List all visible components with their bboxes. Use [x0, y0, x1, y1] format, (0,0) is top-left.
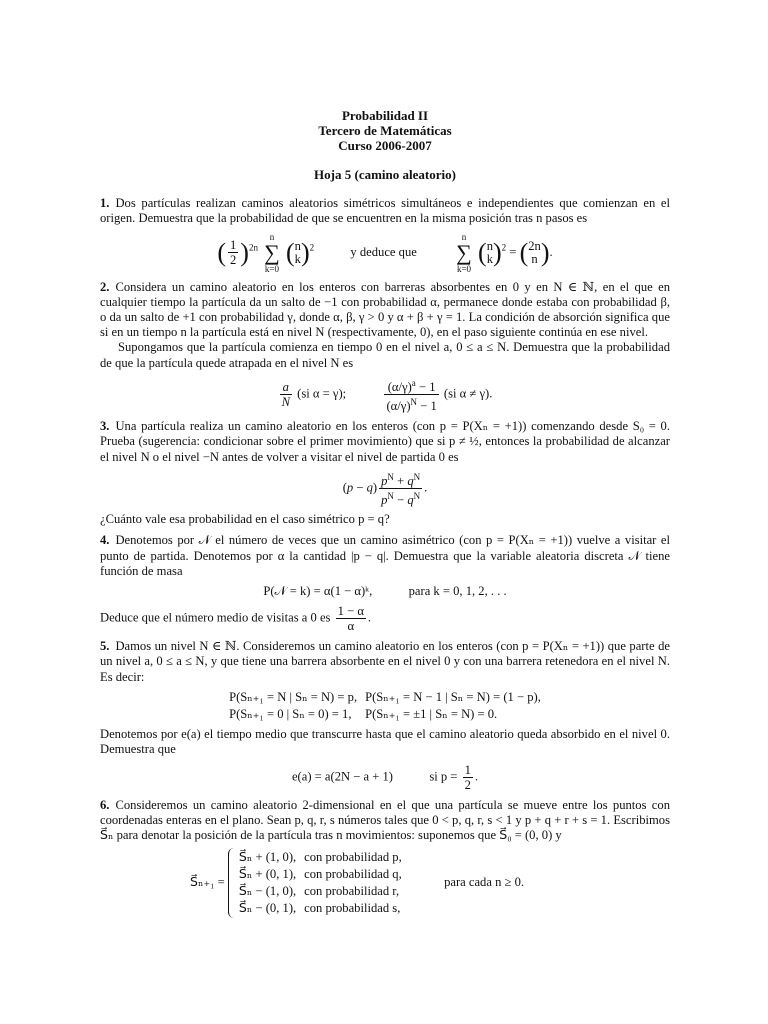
case-value: S⃗ₙ − (1, 0),	[238, 884, 297, 899]
case-row	[239, 867, 408, 882]
equation-condition: para k = 0, 1, 2, . . .	[408, 584, 507, 598]
problem-text: Dos partículas realizan caminos aleatorios simétricos simultáneos e independientes que comienzan en el origen. Demuestra que la probabilidad de que se encuentren en la misma posición tras n pasos es	[100, 196, 670, 226]
course-subtitle: Tercero de Matemáticas	[318, 123, 452, 138]
problem-text: Denotemos por 𝒩 el número de veces que un camino asimétrico (con p = P(Xₙ = +1)) vuelve a visitar el punto de partida. Denotemos por α la cantidad |p − q|. Demuestra que la variable aleatoria discreta 𝒩 tiene función de masa	[100, 533, 670, 578]
problem-number: 1.	[100, 196, 110, 211]
course-title: Probabilidad II	[341, 108, 429, 123]
document-page	[100, 108, 670, 923]
case-row	[239, 884, 408, 899]
sheet-title: Hoja 5 (camino aleatorio)	[314, 167, 456, 182]
problem-5	[100, 639, 670, 791]
equation-condition: para cada n ≥ 0.	[444, 875, 525, 890]
case-row	[239, 901, 408, 916]
problem-2	[100, 280, 670, 414]
case-value: S⃗ₙ − (0, 1),	[238, 901, 297, 916]
problem-text-continued: Supongamos que la partícula comienza en tiempo 0 en el nivel a, 0 ≤ a ≤ N. Demuestra que la probabilidad de que la partícula quede atrapada en el nivel N es	[100, 340, 670, 370]
problem-1	[100, 196, 670, 273]
mass-function: P(𝒩 = k) = α(1 − α)ᵏ,	[263, 584, 373, 598]
table-cell: P(Sₙ₊₁ = N | Sₙ = N) = p,	[229, 689, 358, 704]
equation	[100, 584, 670, 599]
case-value: S⃗ₙ + (0, 1),	[238, 867, 297, 882]
problem-number: 5.	[100, 639, 110, 654]
case-prob: con probabilidad r,	[304, 884, 400, 899]
table-cell: P(Sₙ₊₁ = N − 1 | Sₙ = N) = (1 − p),	[365, 689, 541, 704]
problem-text: Damos un nivel N ∈ ℕ. Consideremos un camino aleatorio en los enteros (con p = P(Xₙ = +1)) que parte de un nivel a, 0 ≤ a ≤ N, y que tiene una barrera absorbente en el nivel 0 y con una barrera retenedora en el nivel N. Es decir:	[100, 639, 670, 684]
equation: $\frac{a}{N}$ (si α = γ); $\frac{(\alpha/\gamma)^a - 1}{(\alpha/\gamma)^N - 1}$ (si α ≠ γ).	[281, 377, 493, 414]
table-cell: P(Sₙ₊₁ = ±1 | Sₙ = N) = 0.	[365, 707, 498, 722]
equation: ( $\frac{1}{2}$ )$^{2n}$ n ∑ k=0 ( n k )$^2$ y deduce que n ∑ k=0 ( n k )$^2$ = ( 2n n ).	[217, 231, 553, 274]
expected-time: e(a) = a(2N − a + 1)	[291, 769, 393, 784]
equation-lhs: S⃗ₙ₊₁ =	[190, 875, 225, 890]
problem-number: 3.	[100, 419, 110, 434]
problem-number: 6.	[100, 797, 110, 812]
equation: e(a) = a(2N − a + 1) si p = $\frac{1}{2}$ .	[291, 762, 479, 792]
table-cell: P(Sₙ₊₁ = 0 | Sₙ = 0) = 1,	[229, 707, 352, 722]
deduce-text: Deduce que el número medio de visitas a 0 es	[100, 610, 331, 625]
problem-number: 4.	[100, 533, 110, 548]
problem-number: 2.	[100, 279, 110, 294]
equation	[190, 848, 670, 918]
case-label: (si α ≠ γ).	[443, 386, 493, 401]
case-prob: con probabilidad q,	[304, 867, 402, 882]
problem-text: Considera un camino aleatorio en los enteros con barreras absorbentes en 0 y en N ∈ ℕ, en el que en cualquier tiempo la partícula da un salto de −1 con probabilidad α, permanece donde estaba con probabilidad β, o da un salto de +1 con probabilidad γ, donde α, β, γ > 0 y α + β + γ = 1. La condición de absorción significa que si en un tiempo n la partícula está en nivel N (respectivamente, 0), en el paso siguiente continúa en ese nivel.	[100, 279, 670, 340]
problem-text-continued: Denotemos por e(a) el tiempo medio que transcurre hasta que el camino aleatorio queda absorbido en el nivel 0. Demuestra que	[100, 727, 670, 757]
equation: (p − q) $\frac{p^N + q^N}{p^N - q^N}$ .	[342, 471, 428, 508]
cases-brace	[228, 848, 410, 918]
case-value: S⃗ₙ + (1, 0),	[238, 850, 297, 865]
table-row	[225, 706, 545, 723]
problem-question: ¿Cuánto vale esa probabilidad en el caso simétrico p = q?	[100, 512, 390, 527]
problem-6	[100, 798, 670, 919]
equation-connector: y deduce que	[350, 244, 417, 259]
table-row	[225, 689, 545, 706]
problem-text: Consideremos un camino aleatorio 2-dimensional en el que una partícula se mueve entre los puntos con coordenadas enteras en el plano. Sean p, q, r, s números tales que 0 < p, q, r, s < 1 y p + q + r + s = 1. Escribimos S⃗ₙ para denotar la posición de la partícula tras n movimientos: suponemos que S⃗₀ = (0, 0) y	[100, 797, 670, 843]
transition-table	[225, 689, 545, 723]
case-prob: con probabilidad p,	[304, 850, 402, 865]
problem-text: Una partícula realiza un camino aleatorio en los enteros (con p = P(Xₙ = +1)) comenzando desde S₀ = 0. Prueba (sugerencia: condicionar sobre el primer movimiento) que si p ≠ ½, entonces la probabilidad de alcanzar el nivel N o el nivel −N antes de volver a visitar el nivel de partida 0 es	[100, 419, 670, 464]
problem-3	[100, 419, 670, 527]
case-prob: con probabilidad s,	[304, 901, 401, 916]
problem-4: 4. Denotemos por 𝒩 el número de veces que un camino asimétrico (con p = P(Xₙ = +1)) vuelve a visitar el punto de partida. Denotemos por α la cantidad |p − q|. Demuestra que la variable aleatoria discreta 𝒩 tiene función de masa P(𝒩 = k) = α(1 − α)ᵏ, para k = 0, 1, 2, . . . Deduce que el número medio de visitas a 0 es $\frac{1 - \alpha}{\alpha}$ .	[100, 533, 670, 634]
course-year: Curso 2006-2007	[338, 138, 432, 153]
case-label: (si α = γ);	[297, 386, 347, 401]
case-row	[239, 850, 408, 865]
equation-condition: si p =	[429, 769, 458, 784]
